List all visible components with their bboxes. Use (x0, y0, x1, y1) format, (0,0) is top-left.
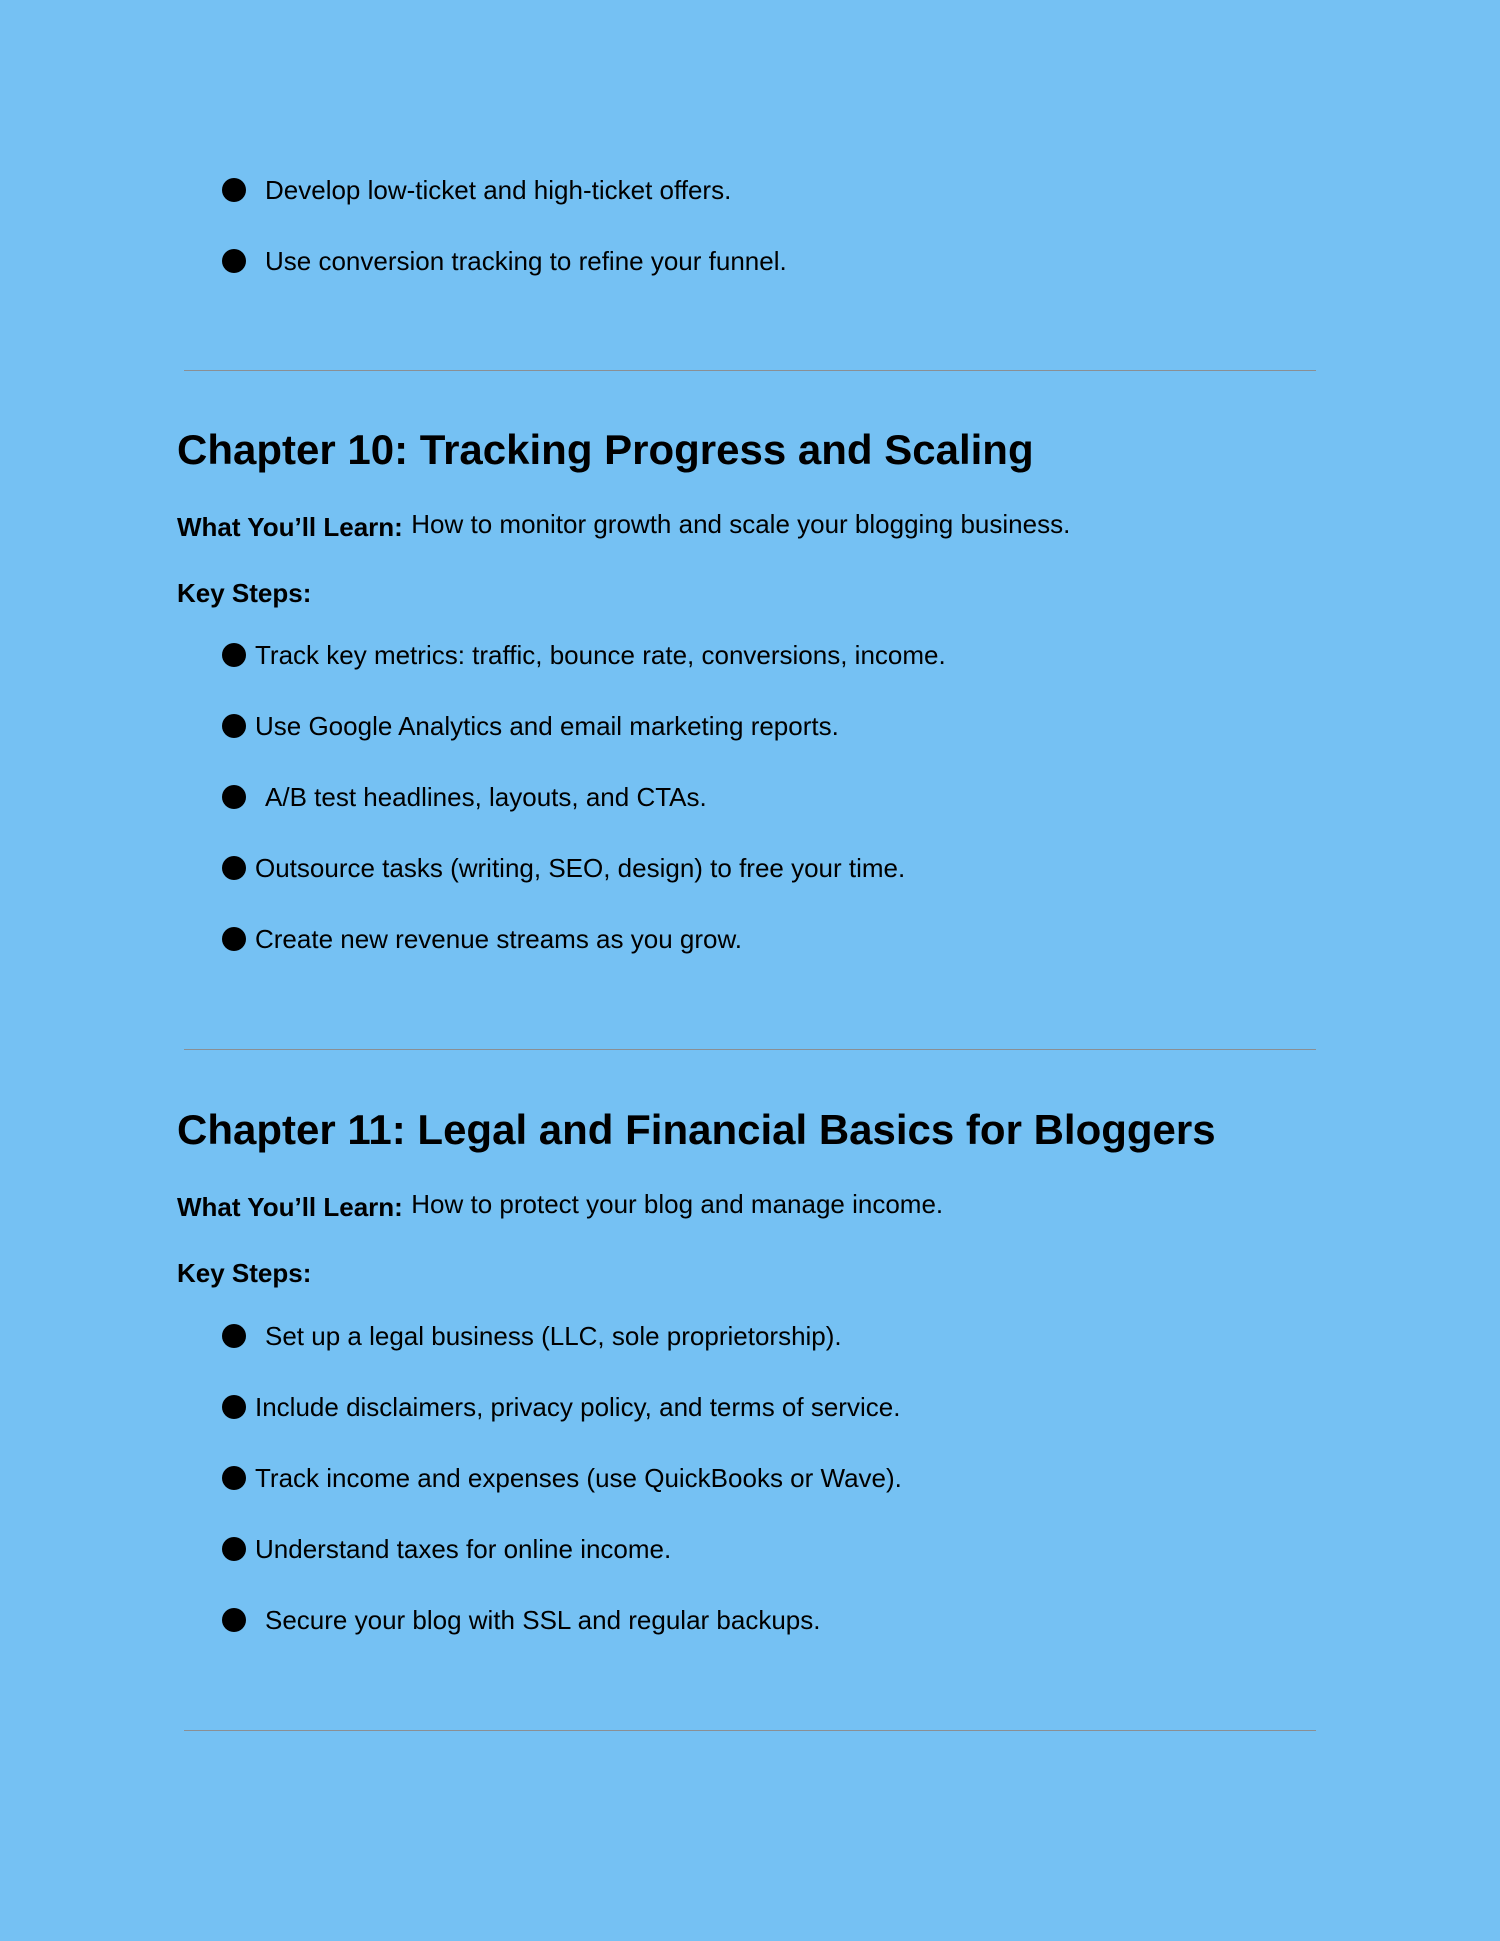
key-steps-label: Key Steps: (177, 1258, 312, 1288)
bullet-icon (222, 1466, 246, 1490)
bullet-icon (222, 714, 246, 738)
bullet-icon (222, 178, 246, 202)
list-item-text: Understand taxes for online income. (255, 1534, 672, 1564)
list-item-text: Set up a legal business (LLC, sole proprietorship). (265, 1321, 842, 1351)
section-divider (184, 370, 1316, 371)
learn-label: What You’ll Learn: (177, 512, 403, 542)
learn-line (177, 511, 1070, 548)
list-item-text: Develop low-ticket and high-ticket offers. (265, 175, 732, 205)
learn-text: How to protect your blog and manage income. (411, 1189, 944, 1219)
list-item-text: A/B test headlines, layouts, and CTAs. (265, 782, 707, 812)
learn-text: How to monitor growth and scale your blogging business. (411, 509, 1071, 539)
list-item-text: Include disclaimers, privacy policy, and terms of service. (255, 1392, 901, 1422)
list-item-text: Create new revenue streams as you grow. (255, 924, 743, 954)
list-item-text: Outsource tasks (writing, SEO, design) to free your time. (255, 853, 906, 883)
bullet-icon (222, 856, 246, 880)
bullet-icon (222, 927, 246, 951)
section-divider (184, 1730, 1316, 1731)
bullet-icon (222, 1608, 246, 1632)
section-divider (184, 1049, 1316, 1050)
list-item-text: Secure your blog with SSL and regular backups. (265, 1605, 821, 1635)
list-item-text: Use conversion tracking to refine your funnel. (265, 246, 787, 276)
list-item-text: Track key metrics: traffic, bounce rate, conversions, income. (255, 640, 946, 670)
bullet-icon (222, 643, 246, 667)
chapter-title: Chapter 10: Tracking Progress and Scaling (177, 426, 1034, 473)
learn-line (177, 1191, 943, 1228)
bullet-icon (222, 1537, 246, 1561)
list-item-text: Use Google Analytics and email marketing reports. (255, 711, 839, 741)
key-steps-label: Key Steps: (177, 578, 312, 608)
bullet-icon (222, 249, 246, 273)
chapter-title: Chapter 11: Legal and Financial Basics for Bloggers (177, 1106, 1216, 1153)
list-item-text: Track income and expenses (use QuickBooks or Wave). (255, 1463, 902, 1493)
bullet-icon (222, 1395, 246, 1419)
bullet-icon (222, 785, 246, 809)
learn-label: What You’ll Learn: (177, 1192, 403, 1222)
bullet-icon (222, 1324, 246, 1348)
